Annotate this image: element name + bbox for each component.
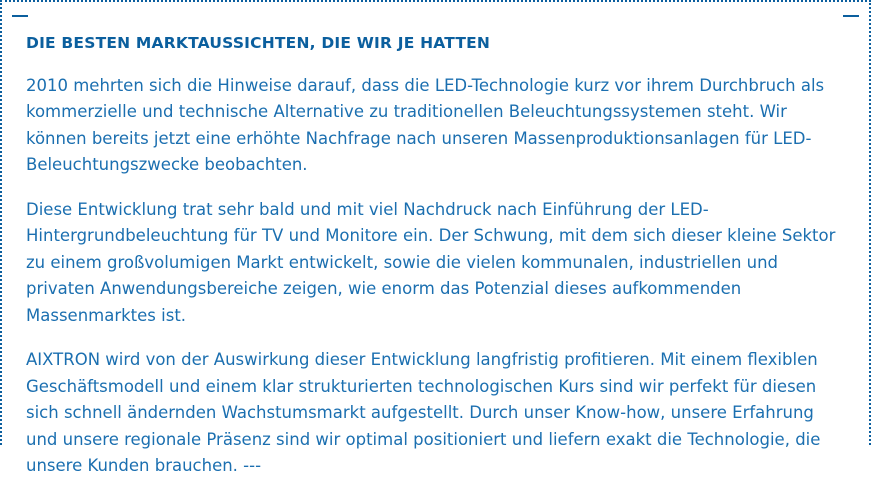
page-border-top bbox=[0, 0, 871, 2]
document-content bbox=[26, 34, 844, 480]
paragraph: AIXTRON wird von der Auswirkung dieser Entwicklung langfristig profitieren. Mit einem flexiblen Geschäftsmodell und einem klar strukturierten technologischen Kurs sind wir perfekt für diesen sich schnell ändernden Wachstumsmarkt aufgestellt. Durch unser Know-how, unsere Erfahrung und unsere regionale Präsenz sind wir optimal positioniert und liefern exakt die Technologie, die unsere Kunden brauchen. --- bbox=[26, 350, 821, 476]
paragraph: Diese Entwicklung trat sehr bald und mit viel Nachdruck nach Einführung der LED-Hintergrundbeleuchtung für TV und Monitore ein. Der Schwung, mit dem sich dieser kleine Sektor zu einem großvolumigen Markt entwickelt, sowie die vielen kommunalen, industriellen und privaten Anwendungsbereiche zeigen, wie enorm das Potenzial dieses aufkommenden Massenmarktes ist. bbox=[26, 199, 836, 325]
page-title: DIE BESTEN MARKTAUSSICHTEN, DIE WIR JE HATTEN bbox=[26, 34, 491, 52]
page-border-left bbox=[0, 0, 2, 445]
paragraph: 2010 mehrten sich die Hinweise darauf, dass die LED-Technologie kurz vor ihrem Durchbruch als kommerzielle und technische Alternative zu traditionellen Beleuchtungssystemen steht. Wir können bereits jetzt eine erhöhte Nachfrage nach unseren Massenproduktionsanlagen für LED-Beleuchtungszwecke beobachten. bbox=[26, 75, 825, 175]
corner-dash-left-icon bbox=[12, 15, 28, 17]
corner-dash-right-icon bbox=[843, 15, 859, 17]
